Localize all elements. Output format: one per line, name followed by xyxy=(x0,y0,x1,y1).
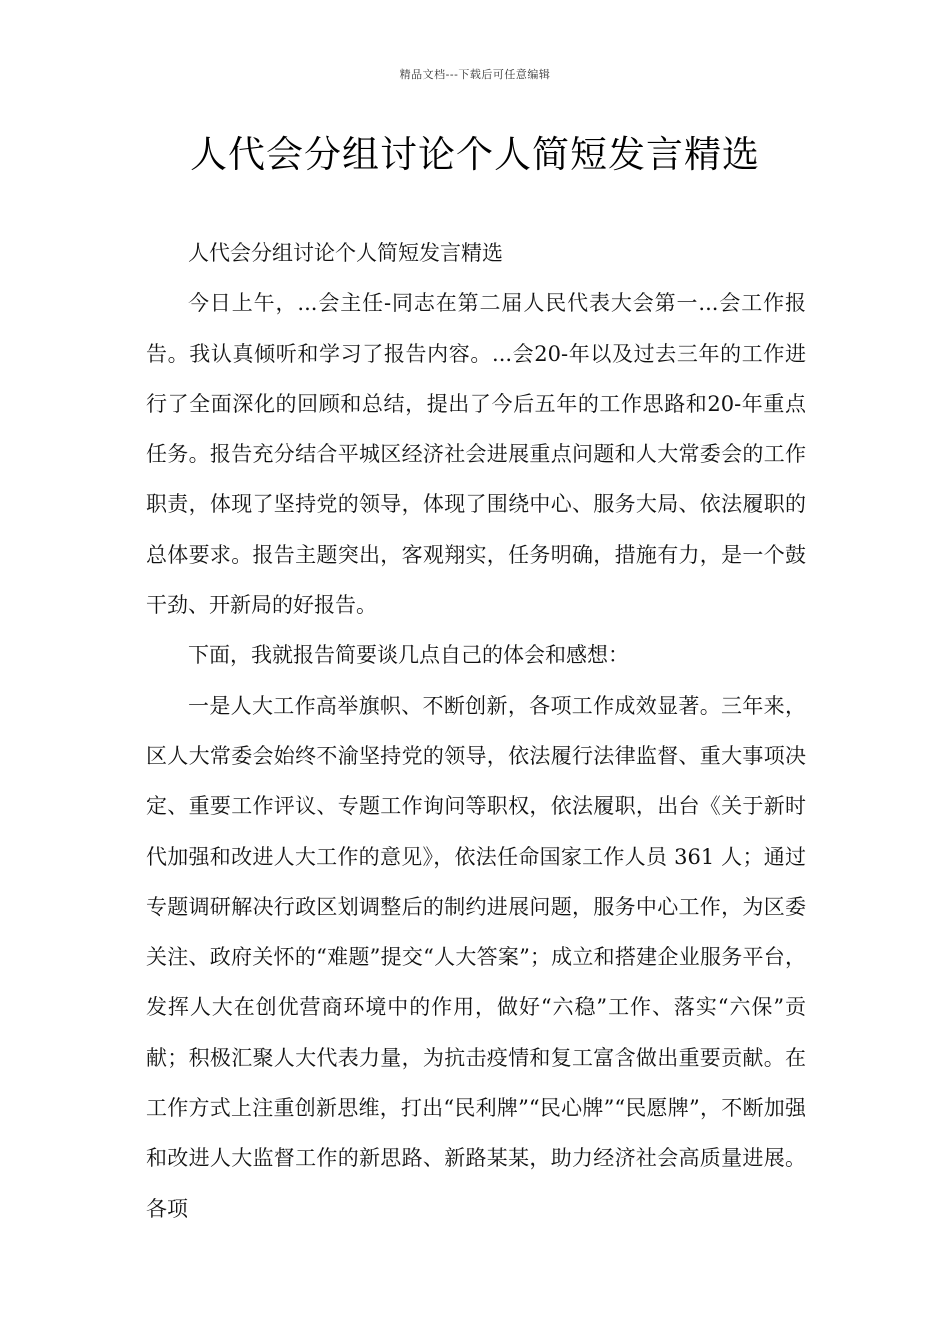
document-body xyxy=(146,228,806,1234)
paragraph: 下面，我就报告简要谈几点自己的体会和感想： xyxy=(188,643,629,668)
document-title: 人代会分组讨论个人简短发言精选 xyxy=(190,133,760,176)
header-note: 精品文档---下载后可任意编辑 xyxy=(399,68,551,81)
paragraph-subtitle: 人代会分组讨论个人简短发言精选 xyxy=(188,241,503,265)
paragraph: 今日上午，...会主任-同志在第二届人民代表大会第一...会工作报告。我认真倾听和学习了报告内容。...会20-年以及过去三年的工作进行了全面深化的回顾和总结，提出了今后五年的工作思路和20-年重点任务。报告充分结合平城区经济社会进展重点问题和人大常委会的工作职责，体现了坚持党的领导，体现了围绕中心、服务大局、依法履职的总体要求。报告主题突出，客观翔实，任务明确，措施有力，是一个鼓干劲、开新局的好报告。 xyxy=(146,291,806,618)
paragraph: 一是人大工作高举旗帜、不断创新，各项工作成效显著。三年来，区人大常委会始终不渝坚持党的领导，依法履行法律监督、重大事项决定、重要工作评议、专题工作询问等职权，依法履职，出台《关于新时代加强和改进人大工作的意见》，依法任命国家工作人员 361 人；通过专题调研解决行政区划调整后的制约进展问题，服务中心工作，为区委关注、政府关怀的“难题”提交“人大答案”；成立和搭建企业服务平台，发挥人大在创优营商环境中的作用，做好“六稳”工作、落实“六保”贡献；积极汇聚人大代表力量，为抗击疫情和复工富含做出重要贡献。在工作方式上注重创新思维，打出“民利牌”“民心牌”“民愿牌”，不断加强和改进人大监督工作的新思路、新路某某，助力经济社会高质量进展。各项 xyxy=(146,693,806,1221)
